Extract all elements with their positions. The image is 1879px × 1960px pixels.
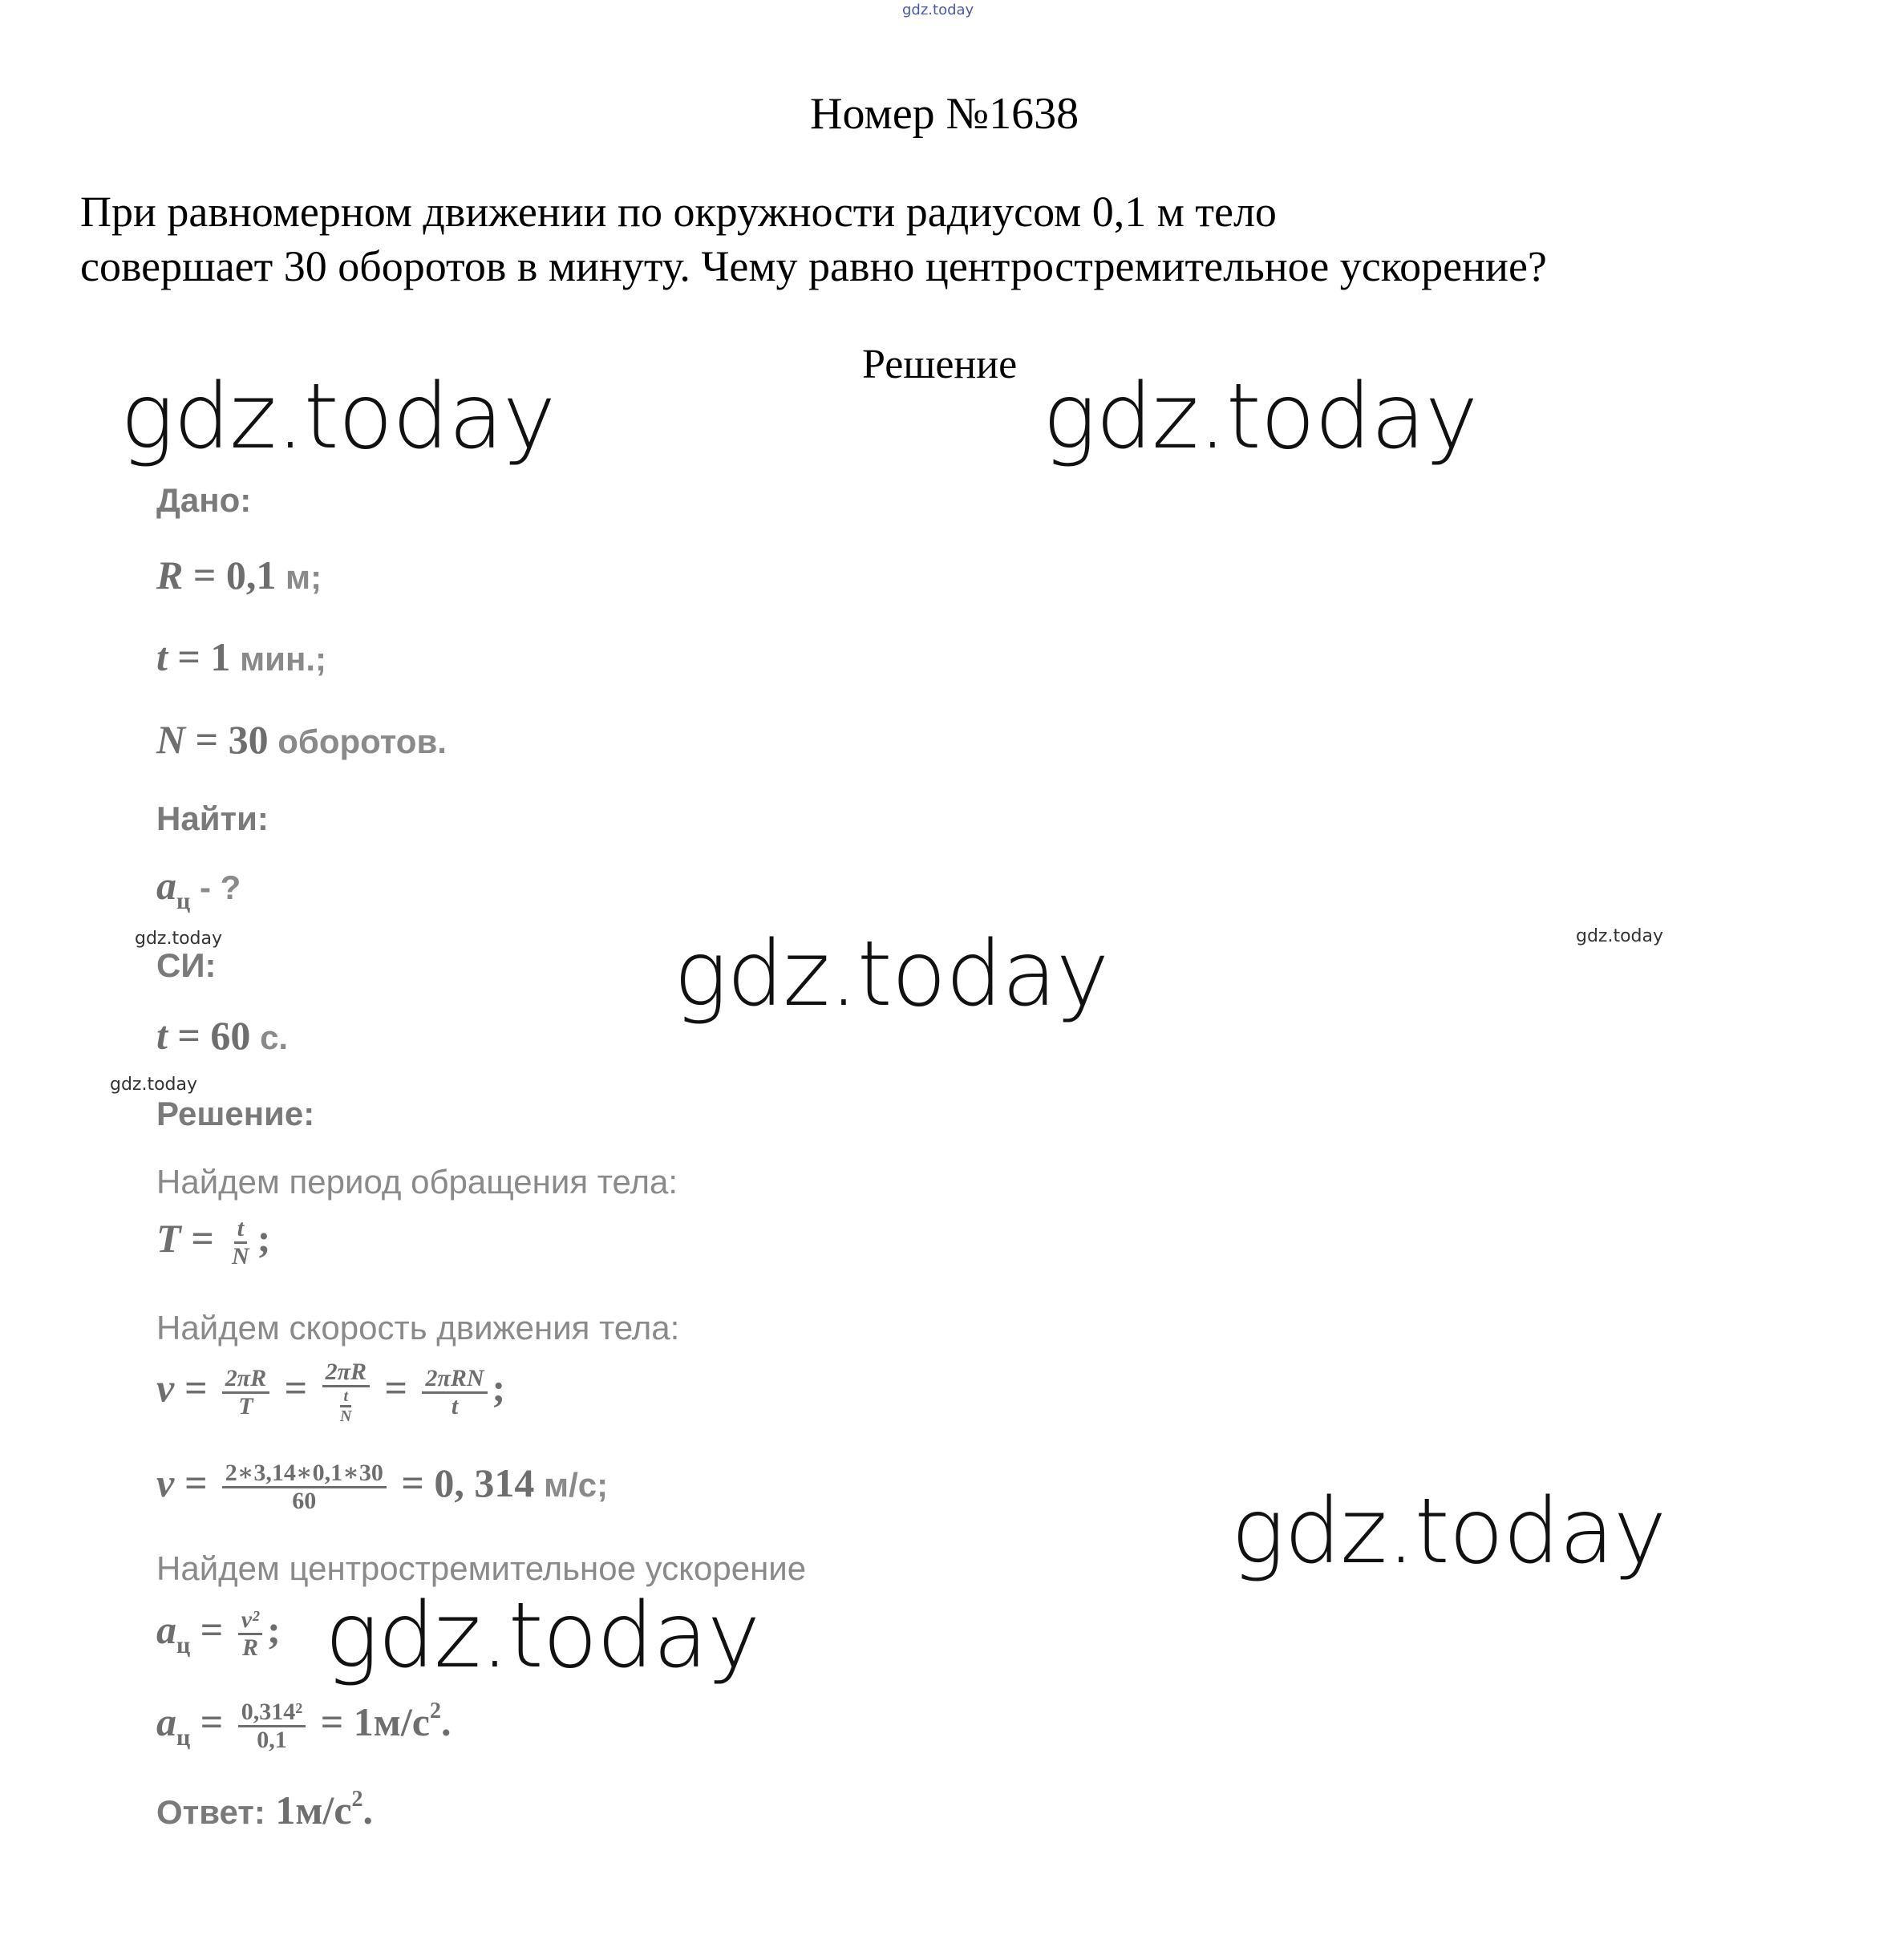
step-velocity: Найдем скорость движения тела: <box>156 1309 680 1346</box>
formula-velocity-lhs: v = <box>156 1365 208 1411</box>
superscript: 2 <box>351 1787 363 1812</box>
fraction-numerator: 0,314² <box>238 1699 306 1727</box>
find-a-symbol: a <box>156 863 176 908</box>
acceleration-calculation <box>156 1699 451 1753</box>
watermark-large: gdz.today <box>325 1584 760 1688</box>
formula-end: . <box>440 1699 452 1744</box>
given-N-symbol: N <box>156 717 186 762</box>
watermark-small: gdz.today <box>1576 926 1664 946</box>
fraction-denominator: R <box>241 1634 258 1662</box>
si-t-unit: с. <box>250 1018 289 1056</box>
formula-period-lhs: T = <box>156 1216 214 1261</box>
formula-a-symbol: a <box>156 1607 176 1652</box>
answer-value: 1м/c <box>265 1788 352 1832</box>
answer <box>156 1787 373 1833</box>
given-R <box>156 552 322 598</box>
nested-fraction <box>337 1387 354 1425</box>
watermark-large: gdz.today <box>674 922 1109 1027</box>
fraction-numerator: 2πR <box>222 1366 269 1394</box>
fraction-denominator: N <box>340 1407 352 1425</box>
given-t <box>156 634 326 680</box>
find-label: Найти: <box>156 800 269 837</box>
superscript: 2 <box>429 1699 441 1723</box>
given-t-unit: мин.; <box>230 640 326 678</box>
step-acceleration: Найдем центростремительное ускорение <box>156 1549 807 1587</box>
watermark-large: gdz.today <box>120 365 556 469</box>
velocity-unit: м/с; <box>534 1466 609 1504</box>
step-period: Найдем период обращения тела: <box>156 1163 678 1201</box>
fraction-denominator: 60 <box>292 1488 317 1515</box>
problem-line-1: При равномерном движении по окружности радиусом 0,1 м тело <box>80 188 1277 236</box>
formula-end: ; <box>267 1607 281 1652</box>
fraction-denominator <box>329 1387 362 1425</box>
formula-end: ; <box>257 1216 271 1261</box>
si-t <box>156 1012 288 1059</box>
fraction-denominator: T <box>238 1392 253 1419</box>
fraction-numerator: 2πR <box>322 1359 370 1387</box>
fraction <box>322 1359 370 1425</box>
velocity-result: = 0, 314 <box>401 1460 535 1505</box>
fraction-numerator: t <box>340 1387 351 1407</box>
page-title: Номер №1638 <box>810 89 1079 139</box>
problem-line-2: совершает 30 оборотов в минуту. Чему равно центростремительное ускорение? <box>80 242 1547 290</box>
calc-a-symbol: a <box>156 1699 176 1744</box>
given-t-value: = 1 <box>167 634 231 679</box>
si-t-symbol: t <box>156 1013 168 1058</box>
given-t-symbol: t <box>156 634 168 679</box>
watermark-top: gdz.today <box>902 2 974 18</box>
fraction <box>238 1699 306 1753</box>
fraction-numerator: v² <box>238 1607 262 1635</box>
fraction <box>422 1366 487 1419</box>
solution-label: Решение: <box>156 1095 315 1132</box>
equals-sign: = <box>284 1365 308 1411</box>
equals-sign: = <box>384 1365 407 1411</box>
find-acceleration <box>156 862 241 915</box>
formula-a-subscript: ц <box>176 1632 191 1658</box>
find-question: - ? <box>190 869 241 906</box>
velocity-calc-lhs: v = <box>156 1460 208 1505</box>
fraction-denominator: 0,1 <box>257 1727 287 1754</box>
find-a-subscript: ц <box>176 888 191 914</box>
fraction-numerator: t <box>234 1216 247 1244</box>
equals-sign: = <box>200 1607 224 1652</box>
formula-end: ; <box>492 1365 506 1411</box>
formula-period <box>156 1215 270 1270</box>
fraction-numerator: 2πRN <box>422 1366 487 1394</box>
formula-acceleration <box>156 1606 281 1661</box>
given-N-unit: оборотов. <box>268 723 447 760</box>
given-N <box>156 716 447 763</box>
given-R-symbol: R <box>156 553 184 597</box>
fraction <box>229 1216 253 1270</box>
given-R-value: = 0,1 <box>183 553 277 597</box>
fraction <box>238 1607 262 1661</box>
equals-sign: = <box>200 1699 224 1744</box>
fraction-denominator: t <box>451 1392 459 1419</box>
given-R-unit: м; <box>276 558 322 596</box>
answer-end: . <box>362 1788 374 1832</box>
given-label: Дано: <box>156 481 252 519</box>
watermark-large: gdz.today <box>1231 1480 1666 1584</box>
si-label: СИ: <box>156 946 217 984</box>
answer-label: Ответ: <box>156 1793 265 1831</box>
calc-a-subscript: ц <box>176 1724 191 1751</box>
velocity-calculation <box>156 1460 608 1514</box>
fraction <box>222 1366 269 1419</box>
watermark-large: gdz.today <box>1043 365 1478 469</box>
given-N-value: = 30 <box>185 717 269 762</box>
si-t-value: = 60 <box>167 1013 251 1058</box>
problem-statement <box>80 184 1547 294</box>
fraction <box>222 1460 387 1514</box>
fraction-numerator: 2∗3,14∗0,1∗30 <box>222 1460 387 1488</box>
watermark-small: gdz.today <box>110 1075 198 1095</box>
fraction-denominator: N <box>232 1243 249 1270</box>
solution-heading: Решение <box>862 342 1018 387</box>
formula-velocity <box>156 1359 505 1425</box>
watermark-small: gdz.today <box>135 929 223 949</box>
acceleration-result: = 1м/c <box>320 1699 430 1744</box>
